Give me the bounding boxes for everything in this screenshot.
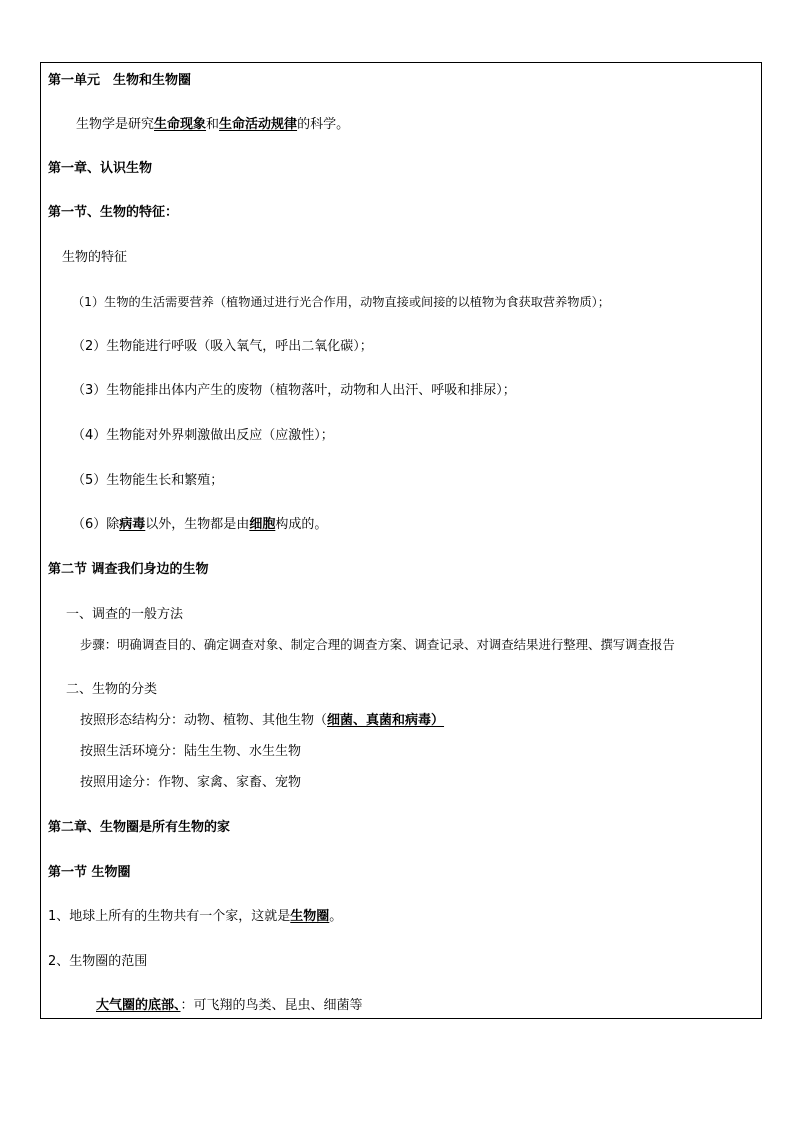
atmosphere-term: 大气圈的底部、 — [96, 998, 181, 1013]
feature-item-1: （1）生物的生活需要营养（植物通过进行光合作用，动物直接或间接的以植物为食获取营养物质）； — [72, 295, 610, 309]
feature-item-6 — [72, 516, 327, 534]
unit-title: 第一单元 生物和生物圈 — [48, 73, 192, 88]
classify-form-microbes: 细菌、真菌和病毒） — [327, 713, 445, 728]
feature6-post: 构成的。 — [275, 517, 328, 532]
feature-item-5: （5）生物能生长和繁殖； — [72, 473, 224, 488]
chapter2-title: 第二章、生物圈是所有生物的家 — [48, 820, 231, 835]
section1-title: 第一节、生物的特征： — [48, 205, 179, 220]
features-heading: 生物的特征 — [62, 250, 128, 265]
feature6-term-virus: 病毒 — [119, 517, 146, 532]
chapter1-title: 第一章、认识生物 — [48, 161, 153, 176]
intro-term-life-laws: 生命活动规律 — [219, 117, 298, 132]
classify-by-environment: 按照生活环境分：陆生生物、水生生物 — [80, 744, 302, 759]
classify-form-pre: 按照形态结构分：动物、植物、其他生物（ — [80, 713, 328, 728]
feature6-term-cell: 细胞 — [249, 517, 276, 532]
atmosphere-post: ：可飞翔的鸟类、昆虫、细菌等 — [180, 998, 363, 1013]
classify-heading: 二、生物的分类 — [66, 682, 158, 697]
biosphere-1-post: 。 — [329, 909, 343, 924]
intro-mid: 和 — [206, 117, 220, 132]
atmosphere-line — [96, 997, 363, 1015]
section3-title: 第一节 生物圈 — [48, 865, 131, 880]
intro-term-life-phenomena: 生命现象 — [154, 117, 207, 132]
intro-line — [76, 116, 349, 134]
feature-item-2: （2）生物能进行呼吸（吸入氧气，呼出二氧化碳）； — [72, 339, 373, 354]
feature6-mid: 以外，生物都是由 — [145, 517, 250, 532]
survey-steps: 步骤：明确调查目的、确定调查对象、制定合理的调查方案、调查记录、对调查结果进行整理、撰写调查报告 — [80, 637, 675, 652]
feature6-pre: （6）除 — [72, 517, 120, 532]
feature-item-3: （3）生物能排出体内产生的废物（植物落叶，动物和人出汗、呼吸和排尿）； — [72, 383, 516, 398]
section2-title: 第二节 调查我们身边的生物 — [48, 562, 209, 577]
classify-by-form — [80, 712, 444, 730]
classify-by-use: 按照用途分：作物、家禽、家畜、宠物 — [80, 775, 302, 790]
intro-pre: 生物学是研究 — [76, 117, 155, 132]
biosphere-point-1 — [48, 908, 342, 926]
biosphere-1-pre: 1、地球上所有的生物共有一个家，这就是 — [48, 909, 291, 924]
feature-item-4: （4）生物能对外界刺激做出反应（应激性）； — [72, 428, 334, 443]
biosphere-point-2: 2、生物圈的范围 — [48, 954, 148, 969]
biosphere-1-term: 生物圈 — [290, 909, 330, 924]
survey-heading: 一、调查的一般方法 — [66, 607, 184, 622]
intro-post: 的科学。 — [297, 117, 350, 132]
